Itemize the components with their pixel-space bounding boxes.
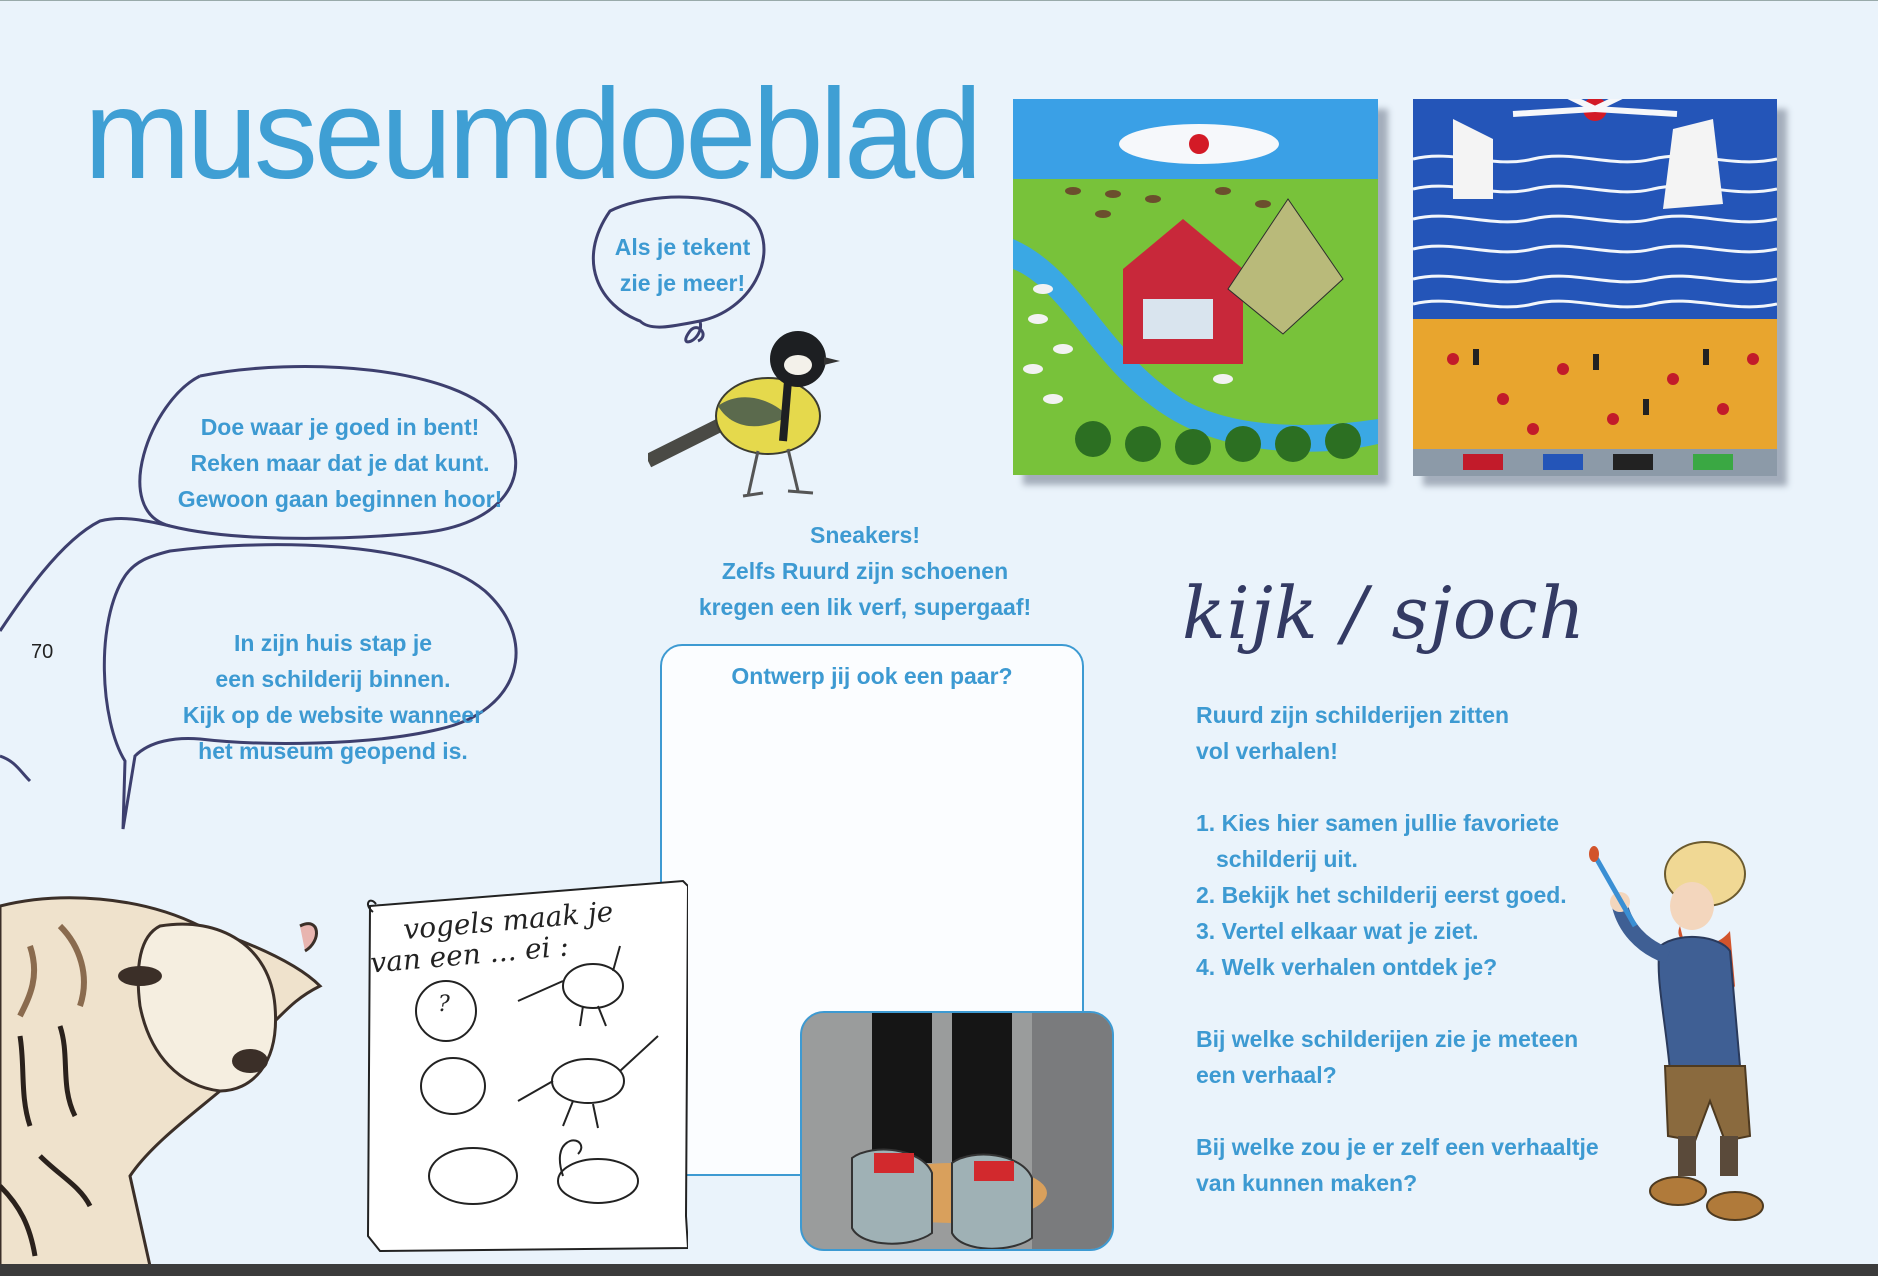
- bubble-line: Gewoon gaan beginnen hoor!: [177, 486, 503, 512]
- kijk-step: 2. Bekijk het schilderij eerst goed.: [1196, 882, 1567, 908]
- bubble-line: Doe waar je goed in bent!: [200, 414, 480, 440]
- kijk-steps: [1196, 805, 1567, 985]
- bubble-line: zie je meer!: [619, 270, 746, 296]
- kijk-step: 3. Vertel elkaar wat je ziet.: [1196, 918, 1479, 944]
- sneakers-line: Zelfs Ruurd zijn schoenen: [721, 558, 1009, 584]
- kijk-question-line: van kunnen maken?: [1196, 1170, 1418, 1196]
- worksheet-question-mark: ?: [438, 992, 450, 1017]
- kijk-step: schilderij uit.: [1216, 846, 1358, 872]
- kijk-question-line: een verhaal?: [1196, 1062, 1337, 1088]
- kijk-intro-line: Ruurd zijn schilderijen zitten: [1196, 702, 1510, 728]
- bubble-line: een schilderij binnen.: [215, 666, 451, 692]
- great-tit-bird-illustration: [648, 321, 863, 511]
- bird-egg-worksheet: [358, 876, 688, 1254]
- painting-farm-landscape: [1013, 99, 1378, 475]
- page-number: 70: [31, 641, 54, 663]
- bubble-bird: [600, 229, 765, 301]
- bubble-lower-left: [160, 625, 506, 769]
- worksheet-line1: vogels maak je: [401, 894, 615, 947]
- sheep-illustration: [0, 886, 330, 1266]
- boy-painter-illustration: [1580, 836, 1780, 1231]
- bubble-line: Reken maar dat je dat kunt.: [190, 450, 490, 476]
- sneakers-line: Sneakers!: [810, 522, 920, 548]
- bubble-upper-left: [160, 409, 520, 517]
- kijk-intro: [1196, 697, 1509, 769]
- bottom-edge: [0, 1264, 1878, 1276]
- kijk-question-line: Bij welke zou je er zelf een verhaaltje: [1196, 1134, 1599, 1160]
- bubble-line: Als je tekent: [614, 234, 751, 260]
- painting-beach-scene: [1413, 99, 1777, 476]
- kijk-question-2: [1196, 1129, 1599, 1201]
- bubble-line: het museum geopend is.: [198, 738, 468, 764]
- painted-shoes-photo: [800, 1011, 1114, 1251]
- bubble-line: In zijn huis stap je: [233, 630, 433, 656]
- bubble-line: Kijk op de website wanneer: [182, 702, 484, 728]
- kijk-sjoch-heading: kijk / sjoch: [1182, 571, 1586, 655]
- kijk-step: 1. Kies hier samen jullie favoriete: [1196, 810, 1560, 836]
- panel-label: Ontwerp jij ook een paar?: [731, 663, 1013, 689]
- kijk-step: 4. Welk verhalen ontdek je?: [1196, 954, 1498, 980]
- sneakers-text: [690, 517, 1040, 625]
- sneakers-line: kregen een lik verf, supergaaf!: [698, 594, 1032, 620]
- worksheet-line2: van een ... ei :: [368, 929, 571, 980]
- kijk-question-1: [1196, 1021, 1578, 1093]
- kijk-question-line: Bij welke schilderijen zie je meteen: [1196, 1026, 1579, 1052]
- kijk-intro-line: vol verhalen!: [1196, 738, 1338, 764]
- page-title: museumdoeblad: [84, 63, 979, 206]
